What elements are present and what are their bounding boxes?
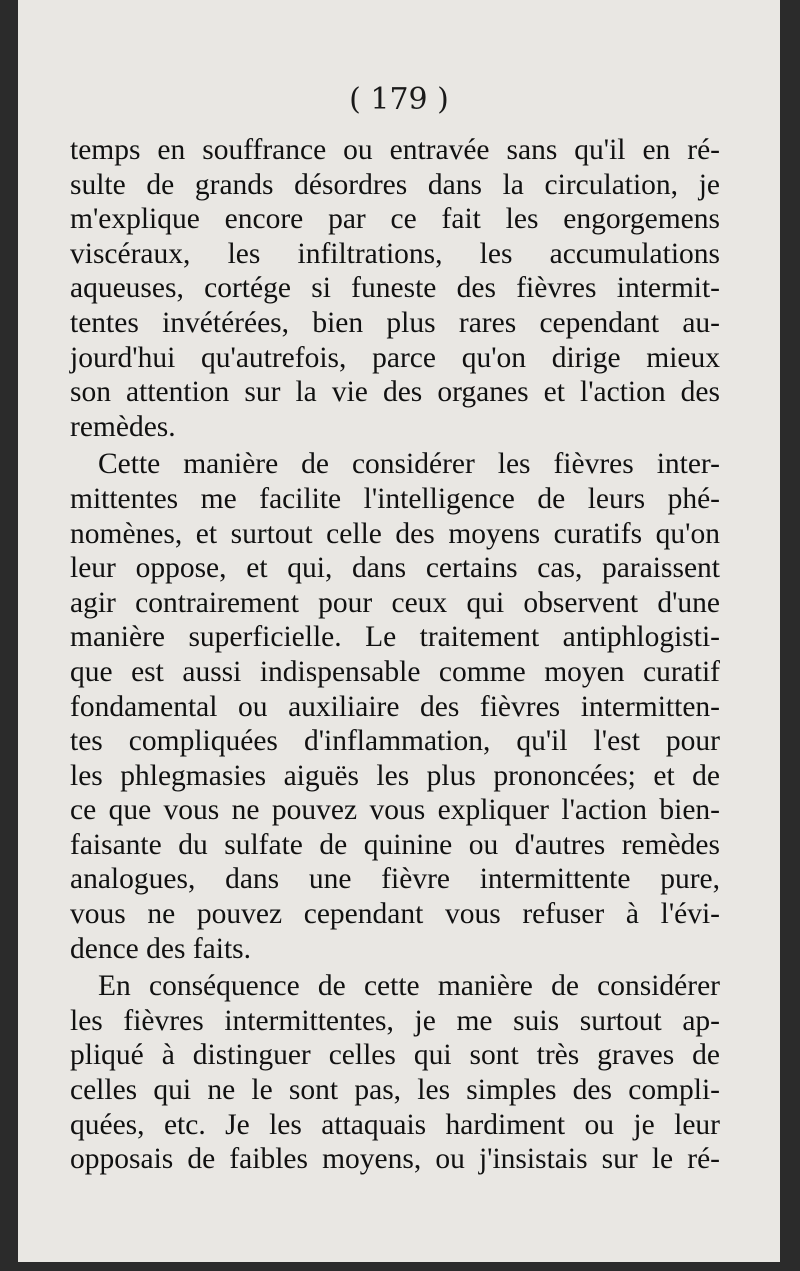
text-line: les fièvres intermittentes, je me suis surtout ap- bbox=[70, 1004, 720, 1037]
text-line: sulte de grands désordres dans la circulation, je bbox=[70, 168, 720, 201]
text-line: mittentes me facilite l'intelligence de leurs phé- bbox=[70, 482, 720, 515]
text-line: En conséquence de cette manière de considérer bbox=[98, 970, 720, 1003]
text-line: aqueuses, cortége si funeste des fièvres intermit- bbox=[70, 272, 720, 305]
paragraph-2 bbox=[70, 447, 720, 966]
body-text bbox=[70, 133, 720, 1177]
book-page bbox=[18, 0, 780, 1262]
text-line: analogues, dans une fièvre intermittente pure, bbox=[70, 863, 720, 896]
text-line: tentes invétérées, bien plus rares cependant au- bbox=[70, 306, 720, 339]
text-line: fondamental ou auxiliaire des fièvres intermitten- bbox=[70, 690, 720, 723]
paragraph-1 bbox=[70, 133, 720, 444]
text-line: les phlegmasies aiguës les plus prononcées; et de bbox=[70, 759, 720, 792]
text-line: m'explique encore par ce fait les engorgemens bbox=[70, 203, 720, 236]
text-line: manière superficielle. Le traitement antiphlogisti- bbox=[70, 621, 720, 654]
text-line: dence des faits. bbox=[70, 932, 252, 965]
page-number: ( 179 ) bbox=[349, 82, 449, 117]
text-line: celles qui ne le sont pas, les simples des compli- bbox=[70, 1074, 720, 1107]
text-line: remèdes. bbox=[70, 410, 176, 443]
text-line: viscéraux, les infiltrations, les accumulations bbox=[70, 237, 720, 270]
text-line: pliqué à distinguer celles qui sont très graves de bbox=[70, 1039, 720, 1072]
text-line: faisante du sulfate de quinine ou d'autres remèdes bbox=[70, 828, 720, 861]
text-line: vous ne pouvez cependant vous refuser à l'évi- bbox=[70, 898, 720, 931]
text-line: Cette manière de considérer les fièvres inter- bbox=[98, 448, 720, 481]
paragraph-3 bbox=[70, 969, 720, 1177]
text-line: leur oppose, et qui, dans certains cas, paraissent bbox=[70, 552, 720, 585]
text-line: tes compliquées d'inflammation, qu'il l'est pour bbox=[70, 725, 720, 758]
text-line: temps en souffrance ou entravée sans qu'il en ré- bbox=[70, 134, 720, 166]
text-line: opposais de faibles moyens, ou j'insistais sur le ré- bbox=[70, 1143, 720, 1176]
text-line: jourd'hui qu'autrefois, parce qu'on dirige mieux bbox=[70, 341, 720, 374]
text-line: que est aussi indispensable comme moyen curatif bbox=[70, 655, 720, 688]
text-line: quées, etc. Je les attaquais hardiment ou je leur bbox=[70, 1108, 720, 1141]
text-line: agir contrairement pour ceux qui observent d'une bbox=[70, 586, 720, 619]
text-line: nomènes, et surtout celle des moyens curatifs qu'on bbox=[70, 517, 720, 550]
text-line: son attention sur la vie des organes et l'action des bbox=[70, 376, 720, 409]
text-line: ce que vous ne pouvez vous expliquer l'action bien- bbox=[70, 794, 720, 827]
